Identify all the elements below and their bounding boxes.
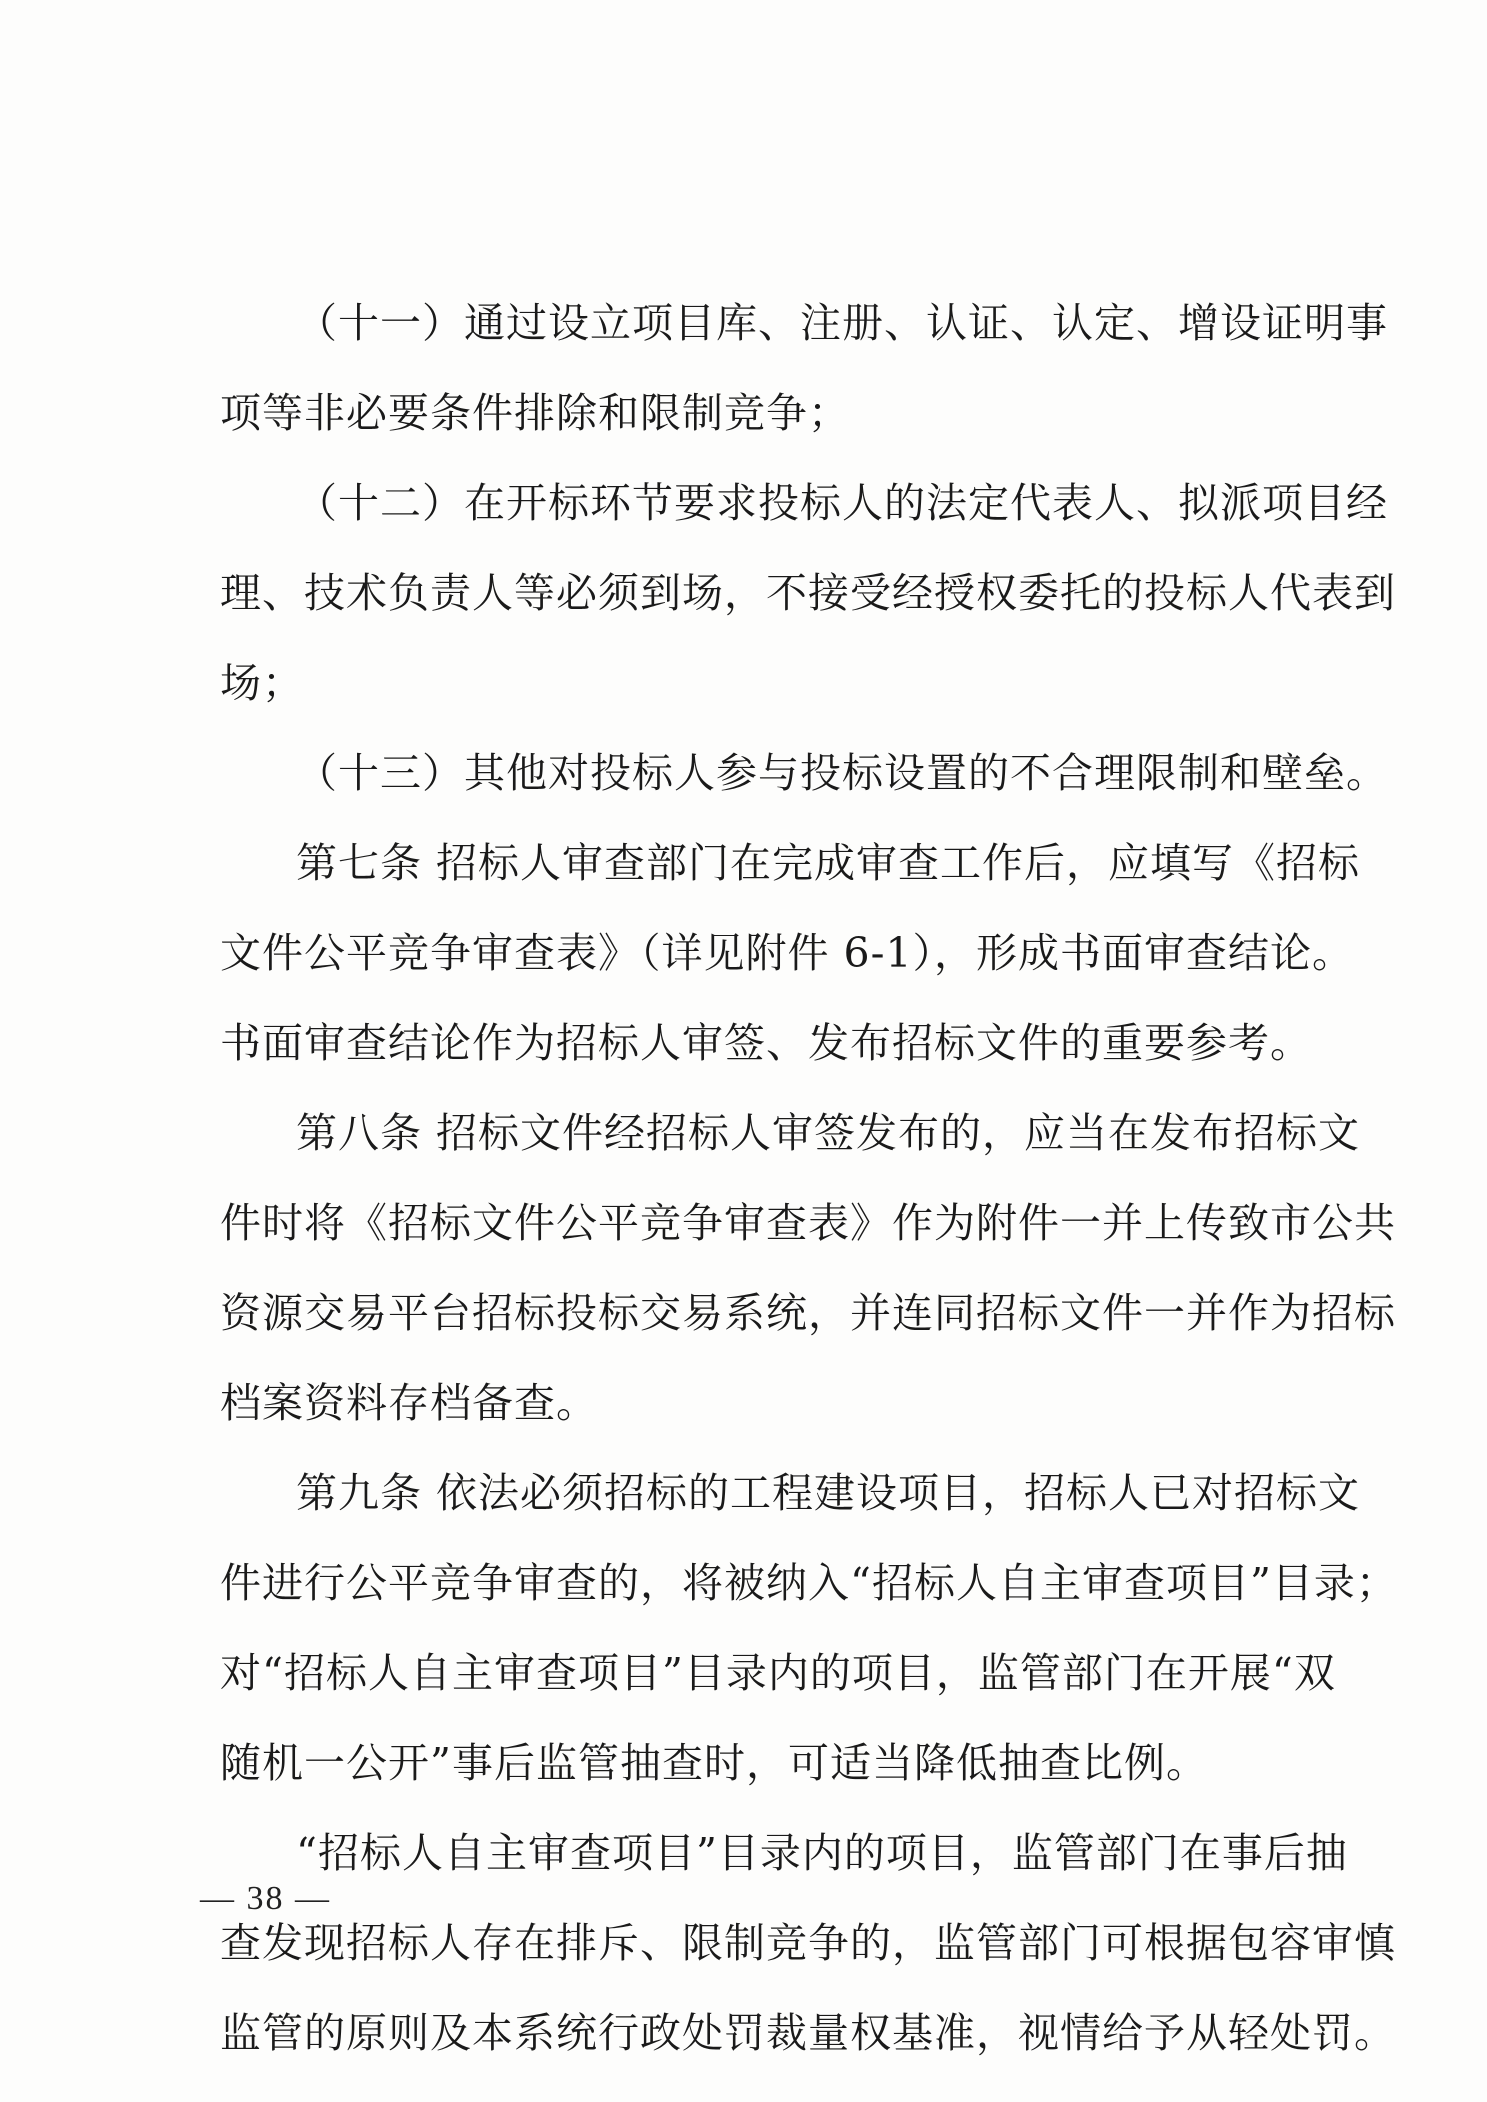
paragraph-line: 书面审查结论作为招标人审签、发布招标文件的重要参考。 xyxy=(220,1019,1312,1067)
paragraph-line: 对“招标人自主审查项目”目录内的项目，监管部门在开展“双 xyxy=(220,1649,1336,1697)
page-number: — 38 — xyxy=(200,1880,331,1917)
paragraph-line: 查发现招标人存在排斥、限制竞争的，监管部门可根据包容审慎 xyxy=(220,1919,1396,1967)
paragraph-line: 场； xyxy=(220,659,304,707)
paragraph-line: （十三）其他对投标人参与投标设置的不合理限制和壁垒。 xyxy=(296,749,1388,797)
paragraph-line: 件时将《招标文件公平竞争审查表》作为附件一并上传致市公共 xyxy=(220,1199,1396,1247)
paragraph-line: 监管的原则及本系统行政处罚裁量权基准，视情给予从轻处罚。 xyxy=(220,2009,1396,2057)
paragraph-line: 第九条 依法必须招标的工程建设项目，招标人已对招标文 xyxy=(296,1469,1361,1517)
paragraph-line: （十一）通过设立项目库、注册、认证、认定、增设证明事 xyxy=(296,299,1388,347)
paragraph-line: 件进行公平竞争审查的，将被纳入“招标人自主审查项目”目录； xyxy=(220,1559,1398,1607)
paragraph-line: 文件公平竞争审查表》（详见附件 6-1），形成书面审查结论。 xyxy=(220,929,1355,977)
paragraph-line: 项等非必要条件排除和限制竞争； xyxy=(220,389,850,437)
paragraph-line: “招标人自主审查项目”目录内的项目，监管部门在事后抽 xyxy=(296,1829,1348,1877)
paragraph-line: 理、技术负责人等必须到场，不接受经授权委托的投标人代表到 xyxy=(220,569,1396,617)
paragraph-line: （十二）在开标环节要求投标人的法定代表人、拟派项目经 xyxy=(296,479,1388,527)
paragraph-line: 第八条 招标文件经招标人审签发布的，应当在发布招标文 xyxy=(296,1109,1361,1157)
paragraph-line: 档案资料存档备查。 xyxy=(220,1379,598,1427)
paragraph-line: 资源交易平台招标投标交易系统，并连同招标文件一并作为招标 xyxy=(220,1289,1396,1337)
document-body xyxy=(220,278,1398,2078)
paragraph-line: 第七条 招标人审查部门在完成审查工作后，应填写《招标 xyxy=(296,839,1361,887)
paragraph-line: 随机一公开”事后监管抽查时，可适当降低抽查比例。 xyxy=(220,1739,1208,1787)
